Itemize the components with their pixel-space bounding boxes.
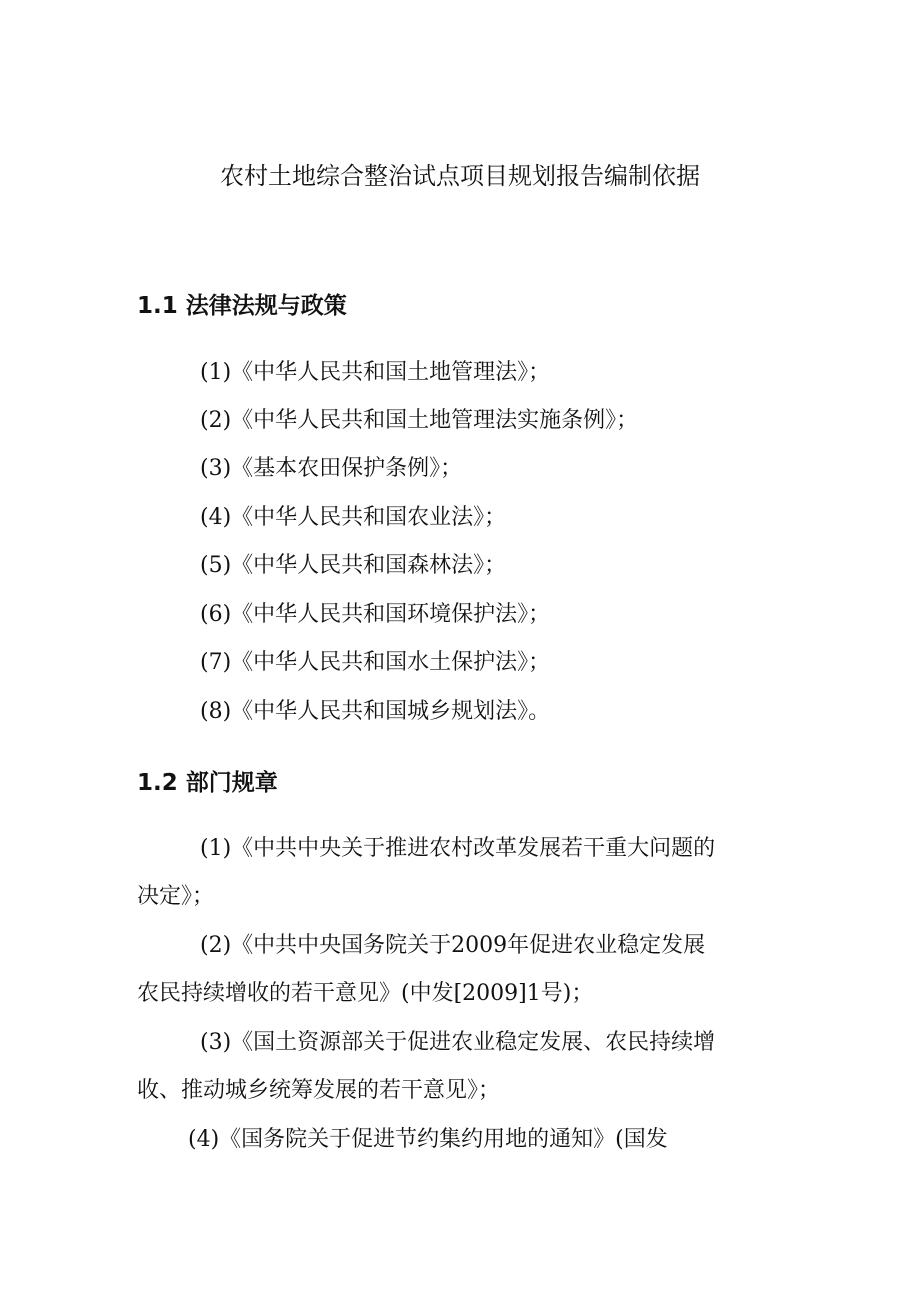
list-item: (8)《中华人民共和国城乡规划法》。	[200, 699, 551, 724]
list-item-line: 决定》；	[137, 884, 215, 909]
section-heading-1-2: 1.2 部门规章	[137, 770, 278, 796]
list-item: (4)《中华人民共和国农业法》；	[200, 505, 507, 530]
list-item-line: 农民持续增收的若干意见》(中发[2009]1号)；	[137, 981, 594, 1006]
list-item-line: 收、推动城乡统筹发展的若干意见》；	[137, 1078, 501, 1103]
list-item: (1)《中华人民共和国土地管理法》；	[200, 360, 551, 385]
list-item-line: (3)《国土资源部关于促进农业稳定发展、农民持续增	[200, 1030, 716, 1055]
section-heading-1-1: 1.1 法律法规与政策	[137, 293, 347, 319]
document-title: 农村土地综合整治试点项目规划报告编制依据	[220, 162, 700, 190]
list-item: (3)《基本农田保护条例》；	[200, 456, 463, 481]
list-item-line: (1)《中共中央关于推进农村改革发展若干重大问题的	[200, 836, 716, 861]
list-item: (6)《中华人民共和国环境保护法》；	[200, 602, 551, 627]
list-item: (7)《中华人民共和国水土保护法》；	[200, 650, 551, 675]
list-item: (5)《中华人民共和国森林法》；	[200, 553, 507, 578]
list-item-line: (2)《中共中央国务院关于2009年促进农业稳定发展	[200, 933, 706, 958]
list-item: (2)《中华人民共和国土地管理法实施条例》；	[200, 408, 639, 433]
list-item-line: (4)《国务院关于促进节约集约用地的通知》(国发	[188, 1127, 668, 1152]
